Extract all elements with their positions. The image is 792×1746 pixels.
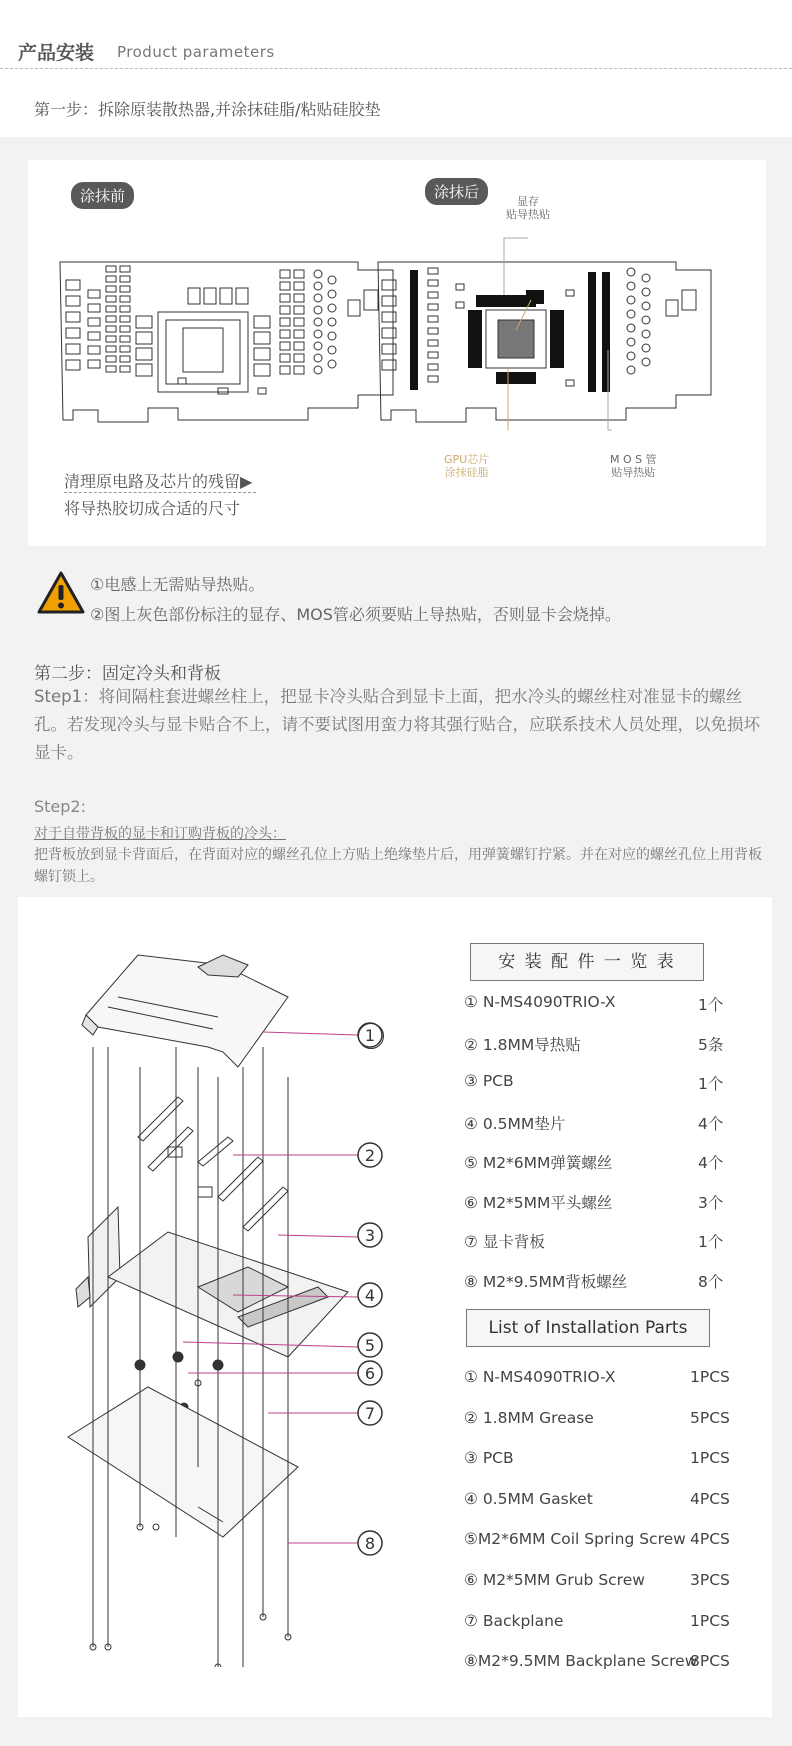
part-quantity: 4个 (698, 1154, 724, 1172)
part-name: ⑦ 显卡背板 (464, 1233, 545, 1251)
step2-paragraph: Step1：将间隔柱套进螺丝柱上，把显卡冷头贴合到显卡上面，把水冷头的螺丝柱对准显卡的螺丝孔。若发现冷头与显卡贴合不上，请不要试图用蛮力将其强行贴合，应联系技术人员处理，以免损坏显卡。 (34, 687, 760, 762)
part-name: ④ 0.5MM Gasket (464, 1489, 593, 1508)
part-quantity: 1PCS (690, 1449, 730, 1468)
header-title-en: Product parameters (117, 43, 275, 61)
warning-line-1: ①电感上无需贴导热贴。 (90, 575, 265, 594)
step1-title: 第一步：拆除原装散热器,并涂抹硅脂/粘贴硅胶垫 (34, 100, 381, 119)
pcb-after-illustration (376, 190, 716, 440)
part-name: ⑥ M2*5MM平头螺丝 (464, 1193, 613, 1212)
after-badge: 涂抹后 (425, 178, 488, 205)
mos-label-line2: 贴导热贴 (611, 466, 656, 479)
svg-text:3: 3 (364, 1226, 376, 1245)
svg-text:5: 5 (364, 1336, 376, 1355)
part-quantity: 1个 (698, 996, 724, 1014)
svg-text:6: 6 (364, 1364, 376, 1383)
step2-sub-text: 把背板放到显卡背面后，在背面对应的螺丝孔位上方贴上绝缘垫片后，用弹簧螺钉拧紧。并在对应的螺丝孔位上用背板螺钉锁上。 (34, 847, 762, 885)
part-quantity: 3个 (698, 1193, 724, 1212)
vram-label-line2: 贴导热贴 (506, 208, 550, 221)
vram-label (506, 195, 550, 221)
part-name: ① N-MS4090TRIO-X (464, 1368, 616, 1386)
page-header (0, 0, 792, 69)
cut-pad-text: 将导热胶切成合适的尺寸 (64, 499, 241, 518)
part-quantity: 3PCS (690, 1571, 730, 1589)
gpu-label-line2: 涂抹硅脂 (444, 466, 489, 479)
part-name: ⑧ M2*9.5MM背板螺丝 (464, 1272, 628, 1291)
vram-label-line1: 显存 (517, 195, 539, 208)
part-quantity: 1个 (698, 1075, 724, 1093)
step2-title: 第二步：固定冷头和背板 (34, 664, 221, 684)
part-name: ⑤ M2*6MM弹簧螺丝 (464, 1154, 613, 1172)
svg-text:4: 4 (364, 1286, 376, 1305)
part-quantity: 1PCS (690, 1611, 730, 1630)
part-quantity: 4个 (698, 1114, 724, 1133)
part-quantity: 8PCS (690, 1652, 730, 1671)
part-quantity: 8个 (698, 1272, 724, 1291)
step2-sub-title: Step2: (34, 797, 86, 816)
part-name: ③ PCB (464, 1072, 514, 1090)
warning-line-2: ②图上灰色部份标注的显存、MOS管必须要贴上导热贴，否则显卡会烧掉。 (90, 605, 621, 624)
parts-en-heading: List of Installation Parts (466, 1309, 710, 1347)
gpu-label-line1: GPU芯片 (444, 453, 490, 466)
pcb-comparison-panel (28, 160, 766, 546)
installation-parts-panel (18, 897, 772, 1717)
svg-text:2: 2 (364, 1146, 376, 1165)
before-badge: 涂抹前 (71, 182, 134, 209)
part-quantity: 5条 (698, 1035, 724, 1054)
warning-icon (36, 570, 86, 616)
svg-text:1: 1 (364, 1026, 376, 1045)
mos-label (610, 453, 657, 479)
part-name: ⑦ Backplane (464, 1611, 564, 1630)
part-name: ③ PCB (464, 1449, 514, 1468)
header-title-cn: 产品安装 (18, 42, 95, 64)
parts-cn-heading: 安 装 配 件 一 览 表 (470, 943, 704, 981)
svg-text:8: 8 (364, 1534, 376, 1553)
part-quantity: 1个 (698, 1233, 724, 1251)
step2-sub-heading: 对于自带背板的显卡和订购背板的冷头： (34, 826, 286, 842)
part-name: ⑧M2*9.5MM Backplane Screw (464, 1652, 698, 1671)
part-quantity: 1PCS (690, 1368, 730, 1386)
part-name: ⑥ M2*5MM Grub Screw (464, 1571, 645, 1589)
part-quantity: 4PCS (690, 1489, 730, 1508)
part-quantity: 5PCS (690, 1408, 730, 1427)
part-name: ⑤M2*6MM Coil Spring Screw (464, 1530, 686, 1549)
part-name: ② 1.8MM Grease (464, 1408, 594, 1427)
part-quantity: 4PCS (690, 1530, 730, 1549)
part-name: ④ 0.5MM垫片 (464, 1114, 566, 1133)
clean-residue-text: 清理原电路及芯片的残留▶ (64, 469, 256, 493)
part-name: ① N-MS4090TRIO-X (464, 993, 616, 1011)
gpu-label (444, 453, 489, 479)
pcb-before-illustration (58, 260, 398, 425)
svg-text:7: 7 (364, 1404, 376, 1423)
mos-label-line1: M O S 管 (610, 453, 657, 466)
part-name: ② 1.8MM导热贴 (464, 1035, 581, 1054)
